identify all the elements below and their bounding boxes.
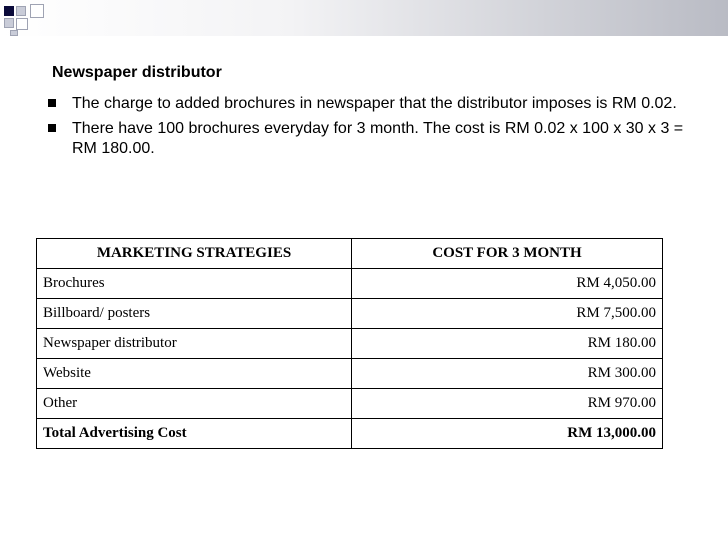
strategy-cell: Billboard/ posters xyxy=(37,299,352,329)
strategy-cell: Website xyxy=(37,359,352,389)
section-heading: Newspaper distributor xyxy=(52,64,222,81)
table-row xyxy=(37,329,663,359)
bullet-text: There have 100 brochures everyday for 3 month. The cost is RM 0.02 x 100 x 30 x 3 = RM 180.00. xyxy=(72,120,684,157)
strategy-cell: Newspaper distributor xyxy=(37,329,352,359)
cost-cell: RM 300.00 xyxy=(352,359,663,389)
strategy-cell: Brochures xyxy=(37,269,352,299)
table-row xyxy=(37,299,663,329)
strategy-cell: Other xyxy=(37,389,352,419)
marketing-cost-table xyxy=(36,238,663,449)
cost-cell: RM 970.00 xyxy=(352,389,663,419)
total-row xyxy=(37,419,663,449)
table-row xyxy=(37,269,663,299)
bullet-text: The charge to added brochures in newspaper that the distributor imposes is RM 0.02. xyxy=(72,95,677,112)
bullet-item xyxy=(48,94,698,114)
top-decorative-bar xyxy=(0,0,728,36)
column-header-strategies: MARKETING STRATEGIES xyxy=(37,239,352,269)
cost-cell: RM 4,050.00 xyxy=(352,269,663,299)
bullet-list xyxy=(48,94,698,164)
table-row xyxy=(37,359,663,389)
total-cost-cell: RM 13,000.00 xyxy=(352,419,663,449)
square-bullet-icon xyxy=(48,124,56,132)
bullet-item xyxy=(48,119,698,159)
square-bullet-icon xyxy=(48,99,56,107)
cost-cell: RM 7,500.00 xyxy=(352,299,663,329)
table-row xyxy=(37,389,663,419)
total-label-cell: Total Advertising Cost xyxy=(37,419,352,449)
column-header-cost: COST FOR 3 MONTH xyxy=(352,239,663,269)
cost-cell: RM 180.00 xyxy=(352,329,663,359)
table-header-row xyxy=(37,239,663,269)
